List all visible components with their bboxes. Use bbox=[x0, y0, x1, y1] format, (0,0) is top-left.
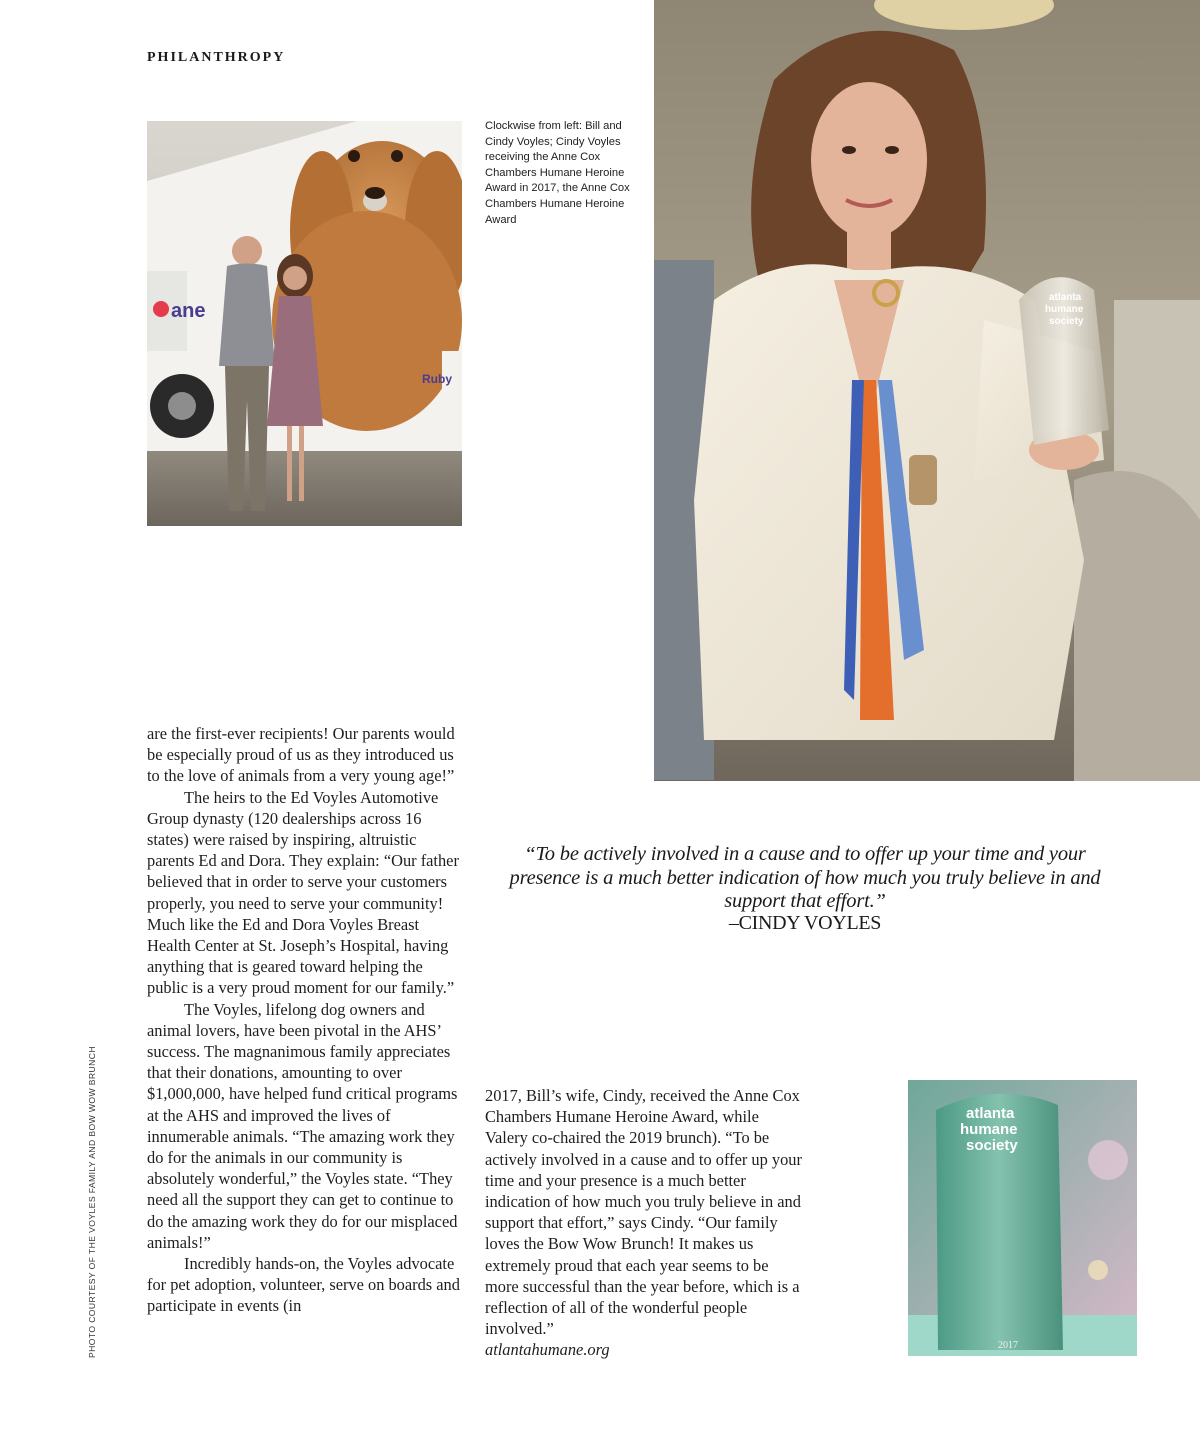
photo-award-closeup bbox=[908, 1080, 1137, 1356]
award-org-line3: society bbox=[1049, 316, 1084, 327]
photo-cindy-with-award bbox=[654, 0, 1200, 781]
body-paragraph: The Voyles, lifelong dog owners and animal lovers, have been pivotal in the AHS’ success. The magnanimous family appreciates that their donations, amounting to over $1,000,000, have helped fund critical programs at the AHS and improved the lives of innumerable animals. “The amazing work they do for the animals in our community is absolutely wonderful,” the Voyles state. “They need all the support they can get to continue to do the amazing work they do for our misplaced animals!” bbox=[147, 999, 458, 1252]
award-closeup-year: 2017 bbox=[998, 1340, 1018, 1351]
body-column-2 bbox=[485, 1085, 805, 1361]
award-org-line2: humane bbox=[1045, 304, 1084, 315]
body-column-1 bbox=[147, 723, 465, 1317]
section-label: PHILANTHROPY bbox=[147, 50, 286, 65]
pull-quote-attribution: –CINDY VOYLES bbox=[728, 912, 882, 934]
van-logo-text: ane bbox=[171, 300, 206, 322]
body-paragraph: 2017, Bill’s wife, Cindy, received the Anne Cox Chambers Humane Heroine Award, while Valery co-chaired the 2019 brunch). “To be actively involved in a cause and to offer up your time and your presence is a much better indication of how much you truly believe in and support that effort,” says Cindy. “Our family loves the Bow Wow Brunch! It makes us extremely proud that each year seems to be more successful than the year before, which is a reflection of all of the wonderful people involved.” bbox=[485, 1086, 802, 1339]
photo-caption: Clockwise from left: Bill and Cindy Voyles; Cindy Voyles receiving the Anne Cox Chambers Humane Heroine Award in 2017, the Anne Cox Chambers Humane Heroine Award bbox=[485, 120, 630, 226]
award-closeup-line1: atlanta bbox=[966, 1105, 1015, 1122]
pull-quote: “To be actively involved in a cause and to offer up your time and your presence is a much better indication of how much you truly believe in and support that effort.” bbox=[509, 843, 1101, 912]
award-closeup-line2: humane bbox=[960, 1121, 1018, 1138]
body-paragraph: Incredibly hands-on, the Voyles advocate for pet adoption, volunteer, serve on boards and participate in events (in bbox=[147, 1254, 460, 1316]
photo-credit: PHOTO COURTESY OF THE VOYLES FAMILY AND BOW WOW BRUNCH bbox=[87, 1046, 97, 1358]
award-closeup-line3: society bbox=[966, 1137, 1018, 1154]
body-paragraph: are the first-ever recipients! Our parents would be especially proud of us as they introduced us to the love of animals from a very young age!” bbox=[147, 724, 455, 786]
photo-couple-with-van bbox=[147, 121, 462, 526]
award-org-line1: atlanta bbox=[1049, 292, 1082, 303]
website-link[interactable]: atlantahumane.org bbox=[485, 1340, 610, 1360]
body-paragraph: The heirs to the Ed Voyles Automotive Group dynasty (120 dealerships across 16 states) were raised by inspiring, altruistic parents Ed and Dora. They explain: “Our father believed that in order to serve your customers properly, you need to serve your community! Much like the Ed and Dora Voyles Breast Health Center at St. Joseph’s Hospital, having anything that is geared toward helping the public is a very proud moment for our family.” bbox=[147, 787, 459, 998]
van-name: Ruby bbox=[422, 372, 452, 386]
